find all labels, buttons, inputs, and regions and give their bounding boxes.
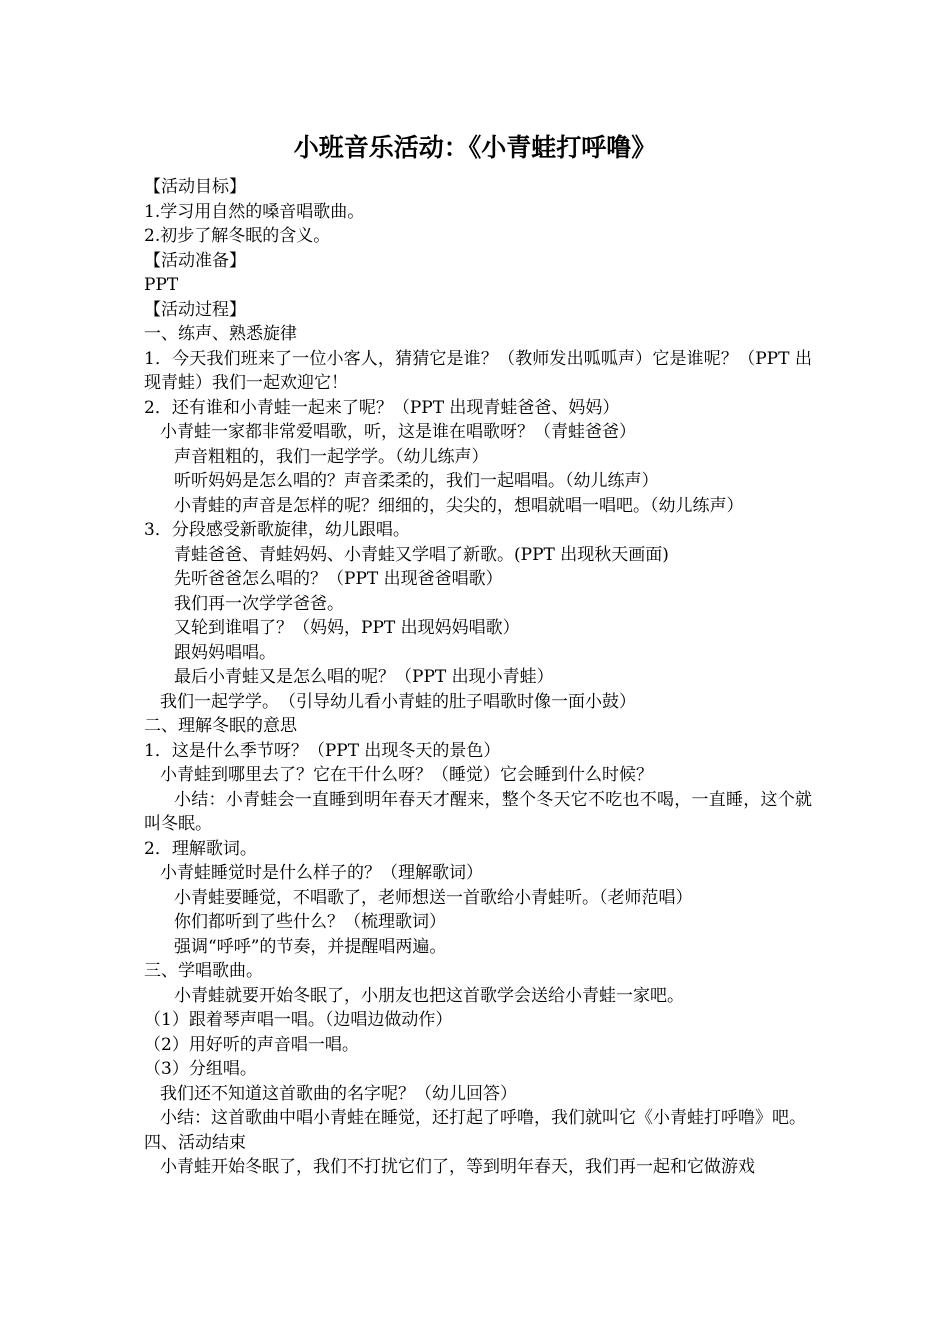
paragraph: 3．分段感受新歌旋律，幼儿跟唱。 bbox=[144, 520, 410, 540]
paragraph: 2．理解歌词。 bbox=[144, 838, 257, 859]
paragraph: 又轮到谁唱了？（妈妈，PPT 出现妈妈唱歌） bbox=[174, 618, 520, 638]
paragraph: 小青蛙就要开始冬眠了，小朋友也把这首歌学会送给小青蛙一家吧。 bbox=[174, 985, 684, 1006]
list-item: （1）跟着琴声唱一唱。（边唱边做动作） bbox=[144, 1010, 453, 1030]
document-title: 小班音乐活动：《小青蛙打呼噜》 bbox=[293, 133, 657, 162]
section-heading: 【活动准备】 bbox=[144, 250, 246, 271]
paragraph: 青蛙爸爸、青蛙妈妈、小青蛙又学唱了新歌。(PPT 出现秋天画面) bbox=[174, 544, 669, 565]
paragraph: 强调“呼呼”的节奏，并提醒唱两遍。 bbox=[174, 936, 447, 957]
paragraph: 我们一起学学。 （引导幼儿看小青蛙的肚子唱歌时像一面小鼓） bbox=[160, 691, 636, 712]
paragraph: 最后小青蛙又是怎么唱的呢？（PPT 出现小青蛙） bbox=[174, 667, 554, 687]
step-heading: 一、练声、熟悉旋律 bbox=[144, 324, 297, 344]
paragraph: 你们都听到了些什么？（梳理歌词） bbox=[174, 912, 446, 932]
paragraph: 跟妈妈唱唱。 bbox=[174, 642, 276, 663]
paragraph: 我们还不知道这首歌曲的名字呢？（幼儿回答） bbox=[160, 1083, 517, 1104]
section-heading: 【活动过程】 bbox=[144, 299, 246, 320]
list-item: （3）分组唱。 bbox=[144, 1059, 257, 1079]
paragraph: 听听妈妈是怎么唱的？声音柔柔的，我们一起唱唱。（幼儿练声） bbox=[174, 471, 659, 491]
paragraph: 我们再一次学学爸爸。 bbox=[174, 593, 344, 614]
paragraph: 声音粗粗的，我们一起学学。（幼儿练声） bbox=[174, 446, 489, 467]
step-heading: 三、学唱歌曲。 bbox=[144, 961, 263, 981]
paragraph: 小结：这首歌曲中唱小青蛙在睡觉，还打起了呼噜，我们就叫它《小青蛙打呼噜》吧。 bbox=[160, 1108, 806, 1128]
paragraph: 1．这是什么季节呀？（PPT 出现冬天的景色） bbox=[144, 740, 501, 761]
paragraph: 2．还有谁和小青蛙一起来了呢？（PPT 出现青蛙爸爸、妈妈） bbox=[144, 397, 620, 418]
paragraph: 2.初步了解冬眠的含义。 bbox=[144, 226, 331, 246]
step-heading: 四、活动结束 bbox=[144, 1132, 246, 1153]
paragraph: 小青蛙开始冬眠了，我们不打扰它们了，等到明年春天，我们再一起和它做游戏 bbox=[160, 1157, 755, 1177]
section-heading: 【活动目标】 bbox=[144, 177, 246, 197]
paragraph: 小结：小青蛙会一直睡到明年春天才醒来，整个冬天它不吃也不喝，一直睡，这个就叫冬眠。 bbox=[144, 789, 812, 834]
paragraph: 1．今天我们班来了一位小客人，猜猜它是谁？（教师发出呱呱声）它是谁呢？（PPT 出现青蛙）我们一起欢迎它！ bbox=[144, 348, 812, 393]
paragraph: 小青蛙一家都非常爱唱歌，听，这是谁在唱歌呀？（青蛙爸爸） bbox=[160, 422, 636, 442]
step-heading: 二、理解冬眠的意思 bbox=[144, 716, 297, 736]
paragraph: 小青蛙睡觉时是什么样子的？（理解歌词） bbox=[160, 863, 483, 883]
paragraph: PPT bbox=[144, 275, 179, 295]
document-body bbox=[144, 175, 812, 1180]
paragraph: 先听爸爸怎么唱的？（PPT 出现爸爸唱歌） bbox=[174, 569, 503, 589]
paragraph: 小青蛙要睡觉，不唱歌了，老师想送一首歌给小青蛙听。（老师范唱） bbox=[174, 887, 693, 908]
paragraph: 小青蛙的声音是怎样的呢？细细的，尖尖的，想唱就唱一唱吧。（幼儿练声） bbox=[174, 495, 744, 516]
list-item: （2）用好听的声音唱一唱。 bbox=[144, 1034, 359, 1055]
paragraph: 小青蛙到哪里去了？它在干什么呀？（睡觉）它会睡到什么时候？ bbox=[160, 765, 653, 785]
paragraph: 1.学习用自然的嗓音唱歌曲。 bbox=[144, 201, 365, 222]
